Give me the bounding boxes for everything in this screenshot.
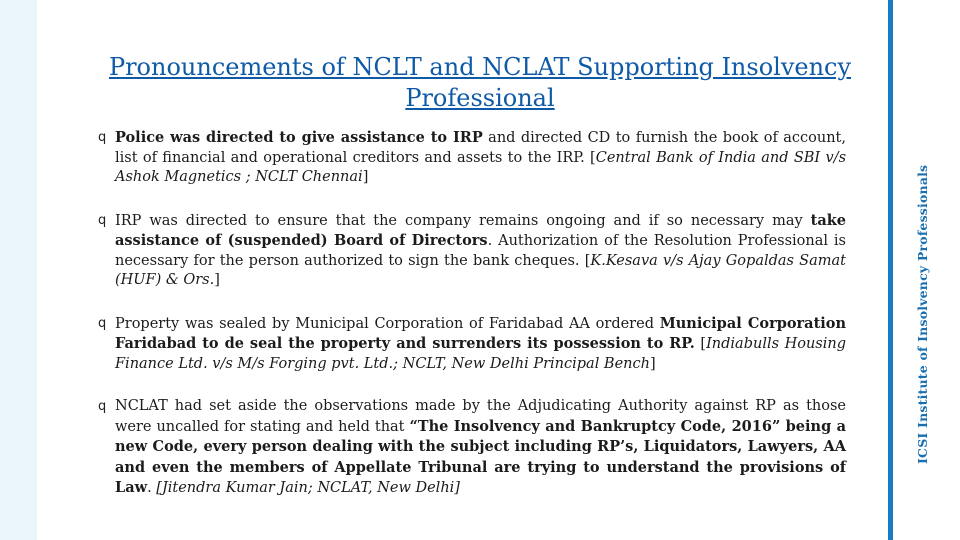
list-item xyxy=(98,128,846,188)
bullet-end: ] xyxy=(362,169,369,185)
bullet-bold: take assistance of (suspended) Board of Directors xyxy=(115,211,846,249)
bullet-pre: Property was sealed by Municipal Corporation of Faridabad AA ordered xyxy=(115,315,660,332)
bullet-end: ] xyxy=(649,355,656,372)
bullet-icon: q xyxy=(98,399,107,414)
list-item xyxy=(98,397,846,499)
bullet-bold: “The Insolvency and Bankruptcy Code, 2016” being a new Code, every person dealing with the subject including RP’s, Liquidators, Lawyers, AA and even the members of Appellate Tribunal are trying to understand the provisions of Law xyxy=(115,417,846,496)
bullet-text: . Authorization of the Resolution Professional is necessary for the person authorized to sign the bank cheques. [ xyxy=(115,233,846,269)
bullet-end: ] xyxy=(214,272,220,288)
bullet-text: . xyxy=(147,480,157,496)
bullet-citation: Indiabulls Housing Finance Ltd. v/s M/s Forging pvt. Ltd.; NCLT, New Delhi Principal Bench xyxy=(115,336,846,372)
bullet-icon: q xyxy=(98,130,107,145)
page-title: Pronouncements of NCLT and NCLAT Supporting Insolvency Professional xyxy=(108,53,852,112)
list-item xyxy=(98,211,846,291)
bullet-bold: Municipal Corporation Faridabad to de seal the property and surrenders its possession to RP. xyxy=(115,314,846,352)
bullet-text: [ xyxy=(694,336,707,352)
bullet-icon: q xyxy=(98,315,107,331)
list-item xyxy=(98,314,846,375)
bullet-list xyxy=(98,128,846,522)
bullet-citation: Central Bank of India and SBI v/s Ashok Magnetics ; NCLT Chennai xyxy=(115,149,847,185)
bullet-icon: q xyxy=(98,212,107,228)
bullet-bold: Police was directed to give assistance to IRP xyxy=(115,129,483,146)
bullet-citation: K.Kesava v/s Ajay Gopaldas Samat (HUF) & Ors. xyxy=(115,252,846,288)
bullet-pre: IRP was directed to ensure that the company remains ongoing and if so necessary may xyxy=(115,212,811,229)
sidebar-label: ICSI Institute of Insolvency Professionals xyxy=(915,164,930,464)
bullet-citation: [Jitendra Kumar Jain; NCLAT, New Delhi] xyxy=(156,480,460,496)
bullet-text: and directed CD to furnish the book of account, list of financial and operational creditors and assets to the IRP. [ xyxy=(115,130,846,166)
bullet-pre: NCLAT had set aside the observations made by the Adjudicating Authority against RP as those were uncalled for stating and held that xyxy=(115,398,846,435)
